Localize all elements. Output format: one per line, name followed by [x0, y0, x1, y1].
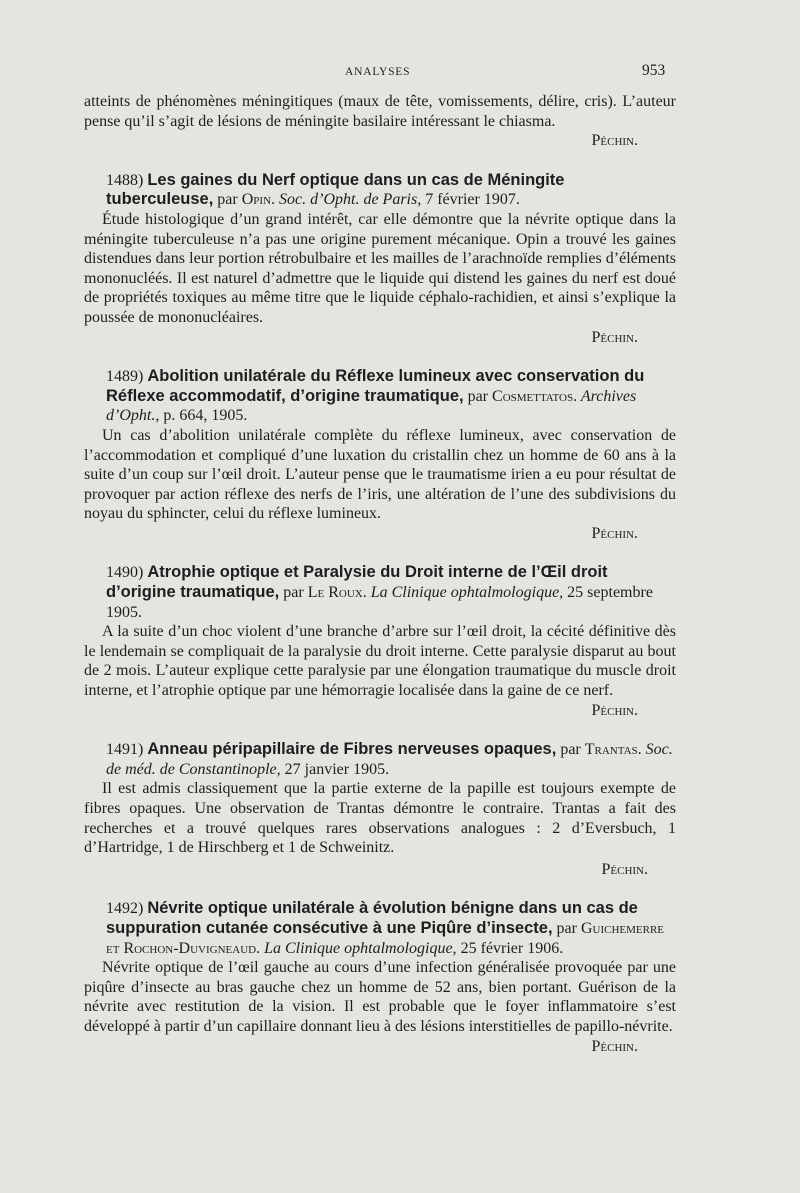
- entry-1488: [84, 171, 676, 347]
- entry-heading: [84, 899, 676, 958]
- entry-by: par: [552, 919, 581, 937]
- entry-signature: Péchin.: [591, 328, 638, 346]
- intro-signature: Péchin.: [591, 132, 638, 150]
- entry-source: Soc. d’Opht. de Paris,: [275, 191, 422, 209]
- entry-by: par: [279, 584, 308, 602]
- entry-body: Étude histologique d’un grand intérêt, car elle démontre que la névrite optique dans la méningite tuberculeuse n’a pas une origine purement mécanique. Opin a trouvé les gaines distendues dans leur portion rétrobulbaire et les mailles de l’arachnoïde remplies d’éléments mononucléés. Il est naturel d’admettre que le liquide qui distend les gaines du nerf est doué de propriétés toxiques au même titre que le liquide céphalo-rachidien, et ainsi s’explique la poussée de mononucléaires.: [84, 210, 676, 326]
- entry-title: Névrite optique unilatérale à évolution bénigne dans un cas de suppuration cutanée consécutive à une Piqûre d’insecte,: [106, 899, 638, 937]
- entry-title: Atrophie optique et Paralysie du Droit interne de l’Œil droit d’origine traumatique,: [106, 563, 608, 602]
- entry-1489: [84, 367, 676, 543]
- entry-source: Archives d’Opht.,: [106, 387, 637, 425]
- entry-authors: Le Roux.: [307, 584, 367, 602]
- entry-authors: Trantas.: [584, 741, 642, 759]
- page-header: [0, 62, 800, 86]
- entry-number: 1490): [106, 564, 144, 582]
- entry-date: 25 septembre 1905.: [106, 584, 653, 621]
- intro-text: atteints de phénomènes méningitiques (maux de tête, vomissements, délire, cris). L’auteur pense qu’il s’agit de lésions de méningite basilaire intéressant le chiasma.: [84, 93, 676, 130]
- entry-1490: [84, 563, 676, 720]
- entry-number: 1491): [106, 741, 144, 759]
- entry-heading: [84, 367, 676, 426]
- entry-signature: Péchin.: [601, 860, 648, 878]
- entry-signature: Péchin.: [591, 524, 638, 542]
- entry-source: Soc. de méd. de Constantinople,: [106, 741, 673, 778]
- entry-by: par: [213, 191, 242, 209]
- entry-number: 1492): [106, 900, 144, 918]
- entry-title: Abolition unilatérale du Réflexe lumineux avec conservation du Réflexe accommodatif, d’origine traumatique,: [106, 367, 645, 405]
- entry-number: 1488): [106, 171, 144, 189]
- page-content: [84, 92, 676, 1056]
- entry-1491: [84, 740, 676, 879]
- entry-signature: Péchin.: [591, 1037, 638, 1055]
- entry-body: Névrite optique de l’œil gauche au cours d’une infection généralisée provoquée par une piqûre d’insecte au bras gauche chez un homme de 52 ans, bien portant. Guérison de la névrite avec restitution de la vision. Il est probable que le foyer inflammatoire s’est développé à partir d’un capillaire donnant lieu à des lésions interstitielles de papillo-névrite.: [84, 959, 676, 1035]
- entry-authors: Opin.: [241, 191, 276, 209]
- entry-number: 1489): [106, 368, 144, 386]
- entry-date: 7 février 1907.: [421, 191, 520, 209]
- entry-date: p. 664, 1905.: [159, 407, 248, 425]
- entry-heading: [84, 740, 676, 779]
- entry-heading: [84, 563, 676, 622]
- entry-body: Il est admis classiquement que la partie externe de la papille est toujours exempte de fibres opaques. Une observation de Trantas démontre le contraire. Trantas a fait des recherches et a trouvé quelques rares observations analogues : 2 d’Eversbuch, 1 d’Hartridge, 1 de Hirschberg et 1 de Schweinitz.: [84, 780, 676, 857]
- page-number: 953: [642, 62, 666, 79]
- entry-body: Un cas d’abolition unilatérale complète du réflexe lumineux, avec conservation de l’accommodation et compliqué d’une luxation du cristallin chez un homme de 60 ans à la suite d’un coup sur l’œil droit. L’auteur pense que le traumatisme irien a eu pour résultat de provoquer par action réflexe des nerfs de l’iris, une altération de l’une des subdivisions du noyau du sphincter, celui du réflexe lumineux.: [84, 426, 676, 523]
- entry-source: La Clinique ophtalmologique,: [260, 939, 457, 957]
- entry-date: 25 février 1906.: [456, 939, 564, 957]
- entry-body: A la suite d’un choc violent d’une branche d’arbre sur l’œil droit, la cécité définitive dès le lendemain se compliquait de la paralysie du droit interne. Cette paralysie disparut au bout de 2 mois. L’auteur explique cette paralysie par une élongation traumatique du muscle droit interne, et l’atrophie optique par une hémorragie localisée dans la gaine de ce nerf.: [84, 623, 676, 700]
- entry-by: par: [463, 387, 493, 405]
- entry-1492: [84, 899, 676, 1056]
- entry-authors: Guichemerre et Rochon-Duvigneaud.: [106, 919, 665, 957]
- entry-source: La Clinique ophtalmologique,: [366, 584, 564, 602]
- entry-signature: Péchin.: [591, 701, 638, 719]
- entry-authors: Cosmettatos.: [492, 387, 578, 405]
- running-head: ANALYSES: [345, 66, 411, 78]
- entry-heading: [84, 171, 676, 210]
- entry-title: Les gaines du Nerf optique dans un cas de Méningite tuberculeuse,: [106, 170, 565, 209]
- intro-paragraph: [84, 92, 676, 151]
- entry-date: 27 janvier 1905.: [280, 760, 390, 778]
- entry-by: par: [556, 741, 585, 759]
- entry-title: Anneau péripapillaire de Fibres nerveuses opaques,: [147, 740, 557, 759]
